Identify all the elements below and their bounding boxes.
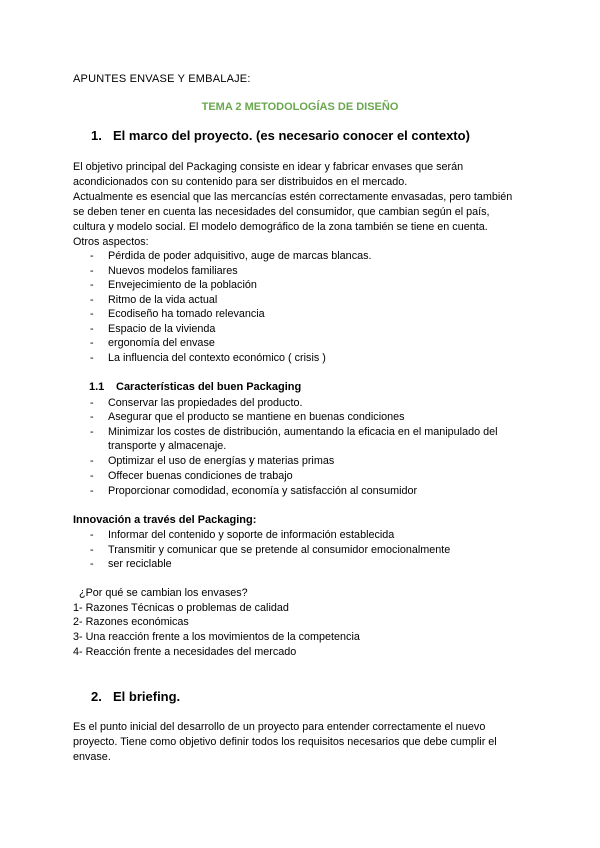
document-header: APUNTES ENVASE Y EMBALAJE: [73,73,251,85]
paragraph-line: proyecto. Tiene como objetivo definir todos los requisitos necesarios que debe cumplir el [73,736,497,748]
list-item: - Asegurar que el producto se mantiene en buenas condiciones [90,411,405,423]
list-item: - Pérdida de poder adquisitivo, auge de marcas blancas. [90,250,372,262]
paragraph-line: Otros aspectos: [73,236,149,248]
bullet-dash: - [90,352,94,364]
bullet-dash: - [90,265,94,277]
list-item: - Espacio de la vivienda [90,323,216,335]
bullet-dash: - [90,411,94,423]
paragraph-line: Actualmente es esencial que las mercancías estén correctamente envasadas, pero también [73,191,513,203]
reason-item: 4- Reacción frente a necesidades del mercado [73,646,297,658]
list-item: - Proporcionar comodidad, economía y satisfacción al consumidor [90,485,418,497]
bullet-dash: - [90,470,94,482]
list-item: - ser reciclable [90,558,172,570]
bullet-dash: - [90,337,94,349]
bullet-dash: - [90,544,94,556]
reason-item: 3- Una reacción frente a los movimientos de la competencia [73,631,360,643]
subsection-title: Características del buen Packaging [116,381,302,393]
list-item: - Optimizar el uso de energías y materias primas [90,455,335,467]
bullet-dash: - [90,308,94,320]
paragraph-line: envase. [73,751,111,763]
section-2-title: El briefing. [113,689,181,704]
list-item: - Envejecimiento de la población [90,279,257,291]
bullet-dash: - [90,323,94,335]
list-item: - Conservar las propiedades del producto. [90,397,303,409]
section-1-title: El marco del proyecto. (es necesario conocer el contexto) [113,128,470,143]
list-item: - ergonomía del envase [90,337,215,349]
reason-item: 1- Razones Técnicas o problemas de calidad [73,602,289,614]
subsection-1-1-heading [89,380,301,394]
bullet-dash: - [90,455,94,467]
list-item: - Minimizar los costes de distribución, aumentando la eficacia en el manipulado del [90,426,498,438]
list-item: - Informar del contenido y soporte de información establecida [90,529,395,541]
bullet-dash: - [90,529,94,541]
list-item: - Transmitir y comunicar que se pretende al consumidor emocionalmente [90,544,451,556]
list-item: - Offecer buenas condiciones de trabajo [90,470,293,482]
list-item: - Nuevos modelos familiares [90,265,238,277]
bullet-dash: - [90,485,94,497]
paragraph-line: acondicionados con su contenido para ser distribuidos en el mercado. [73,176,408,188]
list-item-continuation: transporte y almacenaje. [108,440,227,452]
section-1-number: 1. [91,128,102,143]
section-1-heading [91,128,470,144]
bullet-dash: - [90,294,94,306]
paragraph-line: Es el punto inicial del desarrollo de un proyecto para entender correctamente el nuevo [73,721,486,733]
reason-item: 2- Razones económicas [73,616,189,628]
list-item: - Ritmo de la vida actual [90,294,218,306]
bullet-dash: - [90,279,94,291]
section-2-number: 2. [91,689,102,704]
subsection-number: 1.1 [89,381,105,393]
bullet-dash: - [90,250,94,262]
paragraph-line: cultura y modelo social. El modelo demográfico de la zona también se tiene en cuenta. [73,221,488,233]
paragraph-line: El objetivo principal del Packaging consiste en idear y fabricar envases que serán [73,161,464,173]
innovation-heading: Innovación a través del Packaging: [73,514,257,526]
reasons-question: ¿Por qué se cambian los envases? [79,587,248,599]
bullet-dash: - [90,397,94,409]
list-item: - Ecodiseño ha tomado relevancia [90,308,265,320]
bullet-dash: - [90,558,94,570]
list-item: - La influencia del contexto económico ( crisis ) [90,352,326,364]
section-2-heading [91,689,180,705]
paragraph-line: se deben tener en cuenta las necesidades del consumidor, que cambian según el país, [73,206,490,218]
page-title: TEMA 2 METODOLOGÍAS DE DISEÑO [201,101,399,113]
bullet-dash: - [90,426,94,438]
